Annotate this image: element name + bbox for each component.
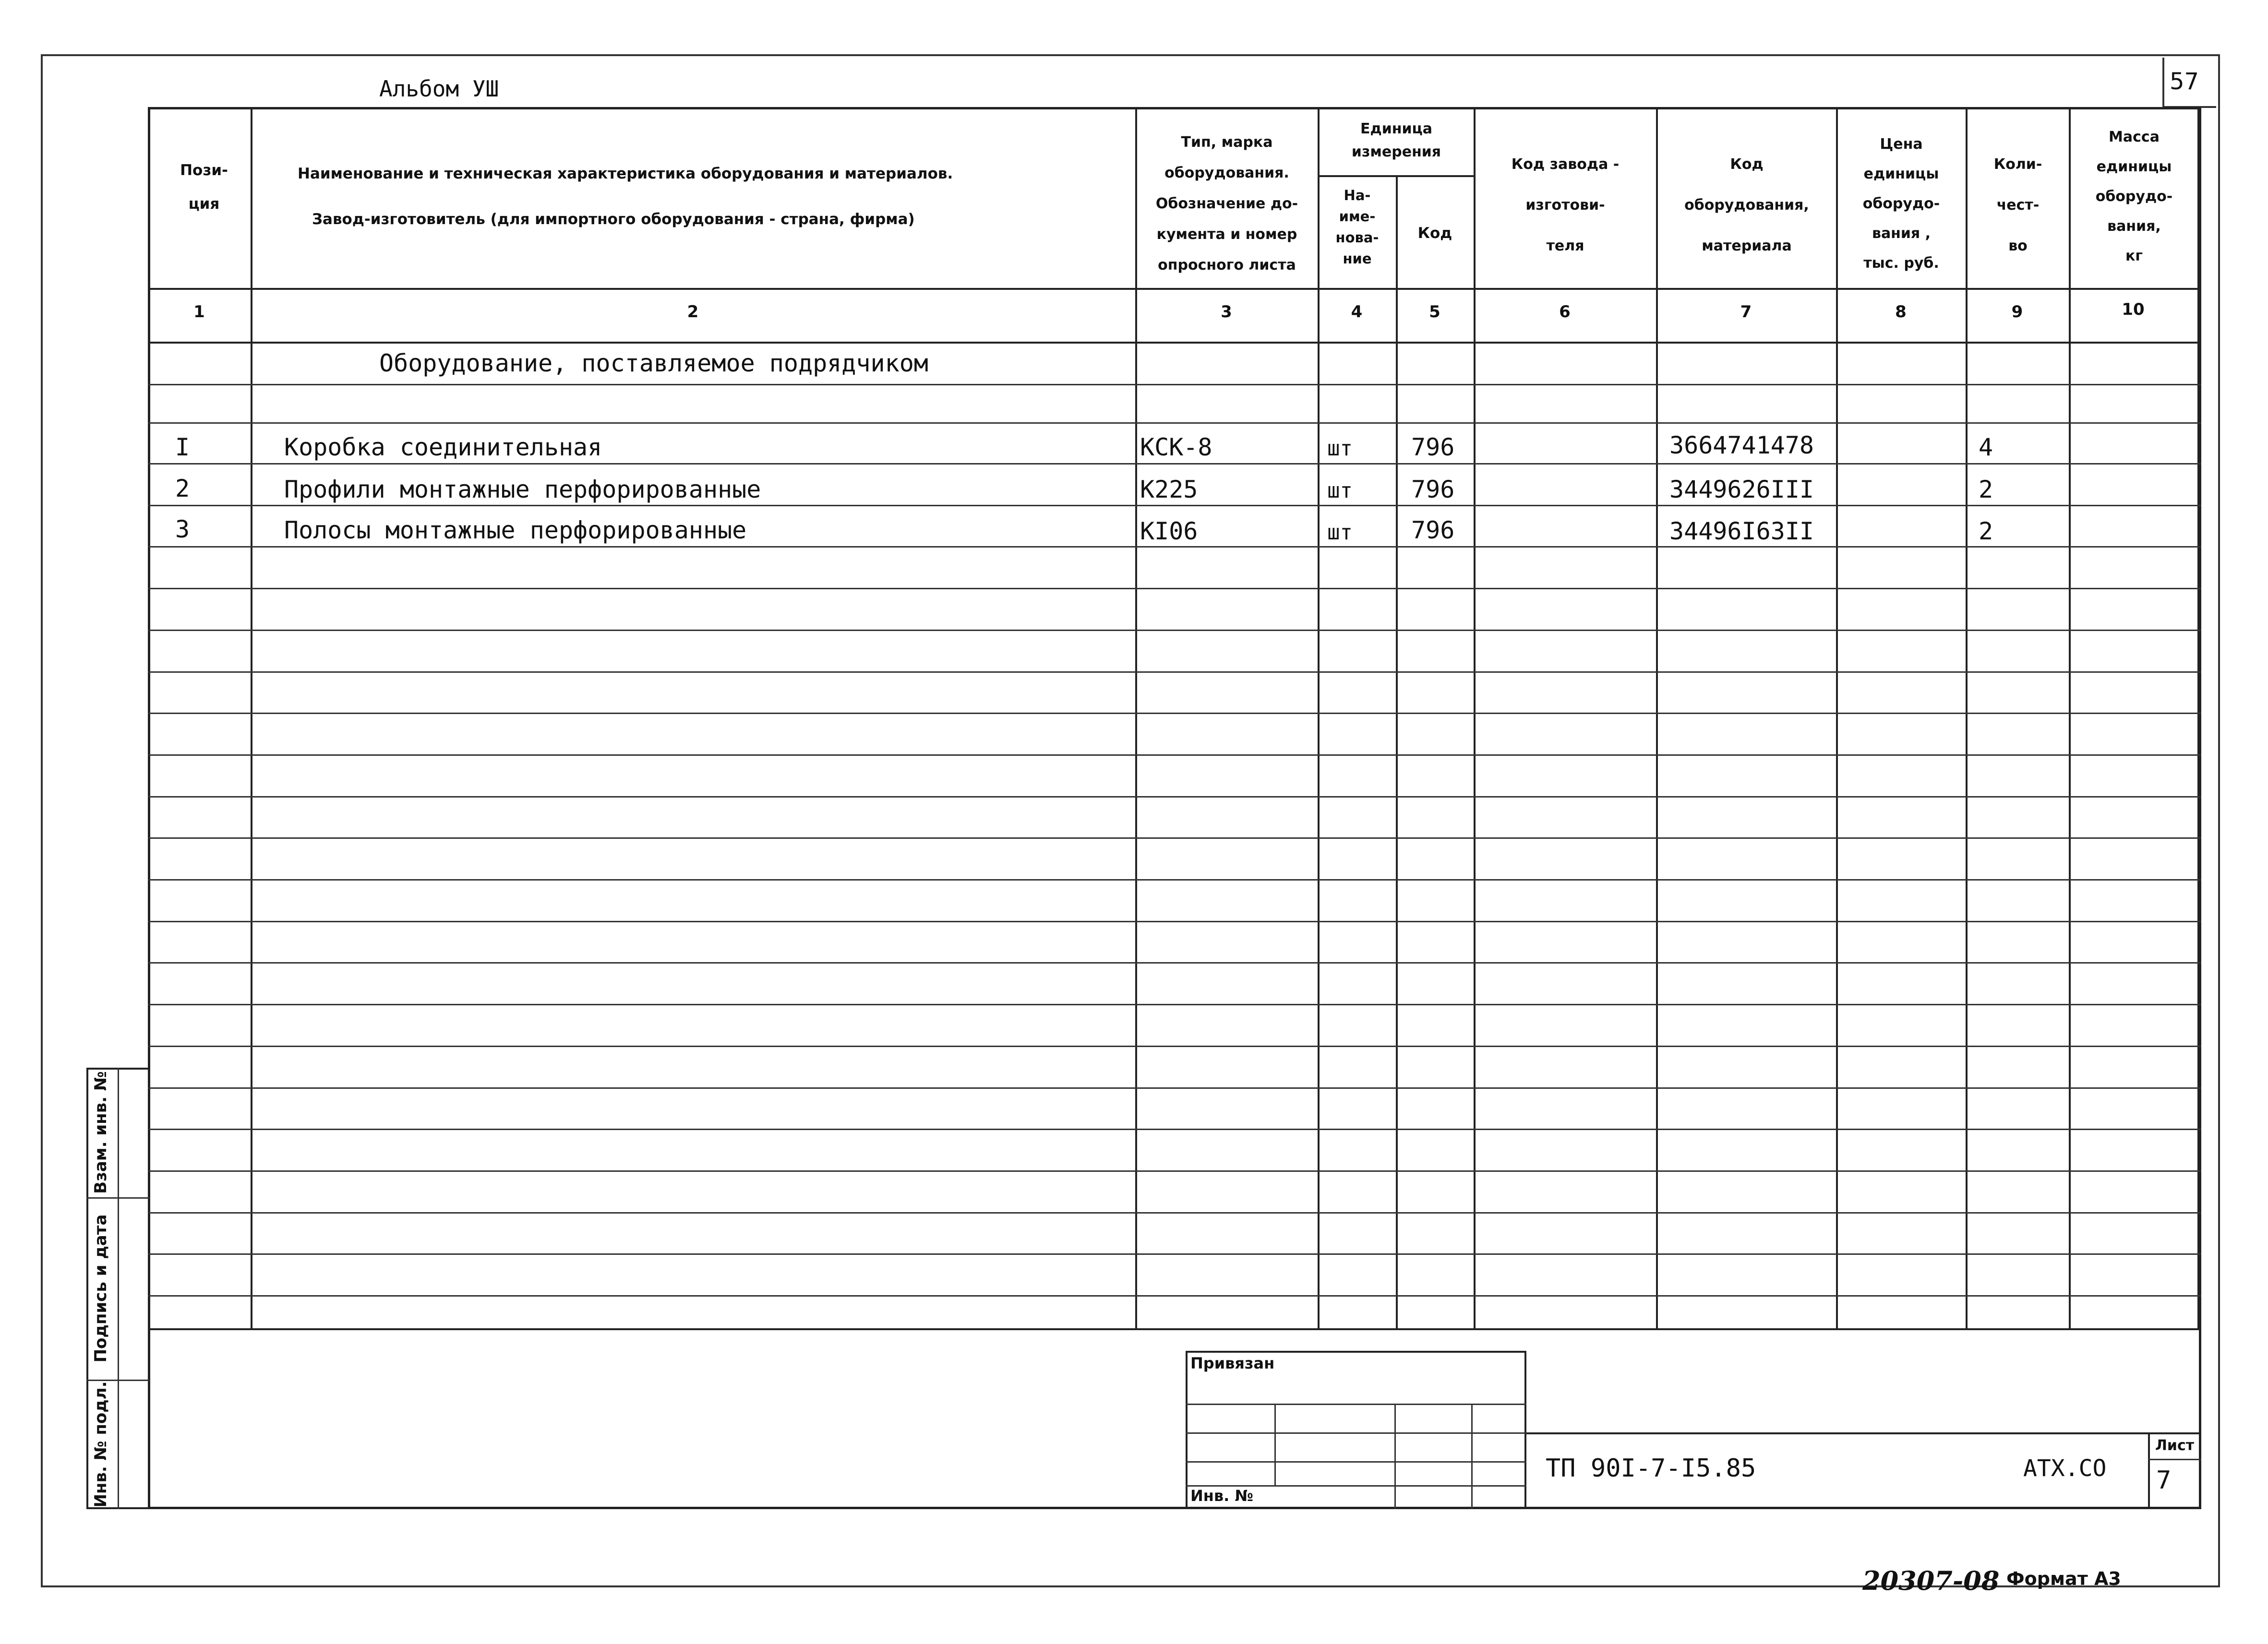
header-type-4: кумента и номер <box>1156 226 1297 243</box>
sheet-number: 7 <box>2156 1466 2172 1495</box>
header-unit-1: Единица <box>1360 120 1432 137</box>
colnum-5: 5 <box>1429 302 1440 322</box>
side-label-replace: Взам. инв. № <box>91 1071 110 1194</box>
row-divider <box>148 754 2201 756</box>
row-divider <box>148 1170 2201 1172</box>
header-maker-2: изготови- <box>1525 197 1605 214</box>
header-mass-1: Масса <box>2109 129 2160 145</box>
row2-name: Профили монтажные перфорированные <box>284 476 761 503</box>
row-divider <box>148 713 2201 714</box>
row-divider <box>148 962 2201 964</box>
header-unitcode: Код <box>1417 225 1452 242</box>
row2-type: К225 <box>1140 476 1198 503</box>
header-unitname-1: На- <box>1344 187 1371 203</box>
header-qty-3: во <box>2008 238 2028 254</box>
header-unitname-3: нова- <box>1335 229 1379 246</box>
header-unit-2: измерения <box>1351 143 1441 160</box>
colnum-6: 6 <box>1559 302 1571 322</box>
row-divider <box>148 588 2201 589</box>
row-divider <box>148 1295 2201 1297</box>
header-price-5: тыс. руб. <box>1863 255 1939 272</box>
row-divider <box>148 879 2201 881</box>
row1-pos: I <box>175 433 190 461</box>
header-pos-1: Пози- <box>180 162 228 179</box>
colnum-4: 4 <box>1351 302 1363 322</box>
row-divider <box>148 1129 2201 1130</box>
colnum-10: 10 <box>2122 300 2145 319</box>
row-divider <box>148 630 2201 631</box>
header-name-1: Наименование и техническая характеристика оборудования и материалов. <box>298 165 953 182</box>
row3-qty: 2 <box>1979 517 1993 545</box>
row1-unit: шт <box>1327 436 1353 461</box>
header-name-2: Завод-изготовитель (для импортного оборудования - страна, фирма) <box>312 211 915 228</box>
row3-type: КI06 <box>1140 517 1198 545</box>
header-price-3: оборудо- <box>1862 195 1940 212</box>
row-divider <box>148 384 2201 385</box>
header-mass-5: кг <box>2125 248 2143 264</box>
row-divider <box>148 1253 2201 1255</box>
colnum-8: 8 <box>1895 302 1907 322</box>
doc-mark: АТХ.СО <box>2023 1455 2107 1482</box>
row-divider <box>148 921 2201 922</box>
row3-name: Полосы монтажные перфорированные <box>284 516 747 544</box>
header-mass-2: единицы <box>2096 158 2172 175</box>
footer-format: Формат А3 <box>2006 1568 2121 1589</box>
row2-unitcode: 796 <box>1411 476 1455 503</box>
album-title: Альбом УШ <box>379 76 499 102</box>
page-number: 57 <box>2170 68 2199 95</box>
row-divider <box>148 1212 2201 1214</box>
colnum-1: 1 <box>193 302 205 322</box>
header-code-2: оборудования, <box>1684 197 1809 214</box>
row2-qty: 2 <box>1979 476 1993 503</box>
section-title: Оборудование, поставляемое подрядчиком <box>379 349 928 377</box>
row3-unitcode: 796 <box>1411 516 1455 544</box>
header-type-1: Тип, марка <box>1181 134 1273 151</box>
row1-name: Коробка соединительная <box>284 433 602 461</box>
header-type-2: оборудования. <box>1164 165 1289 181</box>
row2-pos: 2 <box>175 475 190 502</box>
row1-qty: 4 <box>1979 433 1993 461</box>
colnum-2: 2 <box>687 302 699 322</box>
row3-pos: 3 <box>175 515 190 543</box>
sheet-label: Лист <box>2155 1437 2195 1454</box>
footer-handwritten: 20307-08 <box>1862 1565 2000 1596</box>
inv-label: Инв. № <box>1190 1487 1253 1505</box>
row3-code: 34496I63II <box>1669 517 1814 545</box>
row-divider <box>148 671 2201 673</box>
row-divider <box>148 422 2201 424</box>
row-divider <box>148 1004 2201 1005</box>
row2-unit: шт <box>1327 478 1353 503</box>
row1-code: 3664741478 <box>1669 431 1814 459</box>
header-mass-4: вания, <box>2107 218 2161 235</box>
header-mass-3: оборудо- <box>2095 188 2173 205</box>
header-qty-2: чест- <box>1996 197 2040 214</box>
header-price-4: вания , <box>1872 225 1931 242</box>
colnum-3: 3 <box>1221 302 1232 322</box>
header-maker-1: Код завода - <box>1511 156 1620 173</box>
colnum-7: 7 <box>1740 302 1752 322</box>
row3-unit: шт <box>1327 520 1353 545</box>
header-maker-3: теля <box>1546 238 1584 254</box>
header-price-2: единицы <box>1863 166 1939 182</box>
colnum-9: 9 <box>2011 302 2023 322</box>
header-code-1: Код <box>1730 156 1764 173</box>
header-type-5: опросного листа <box>1158 257 1296 274</box>
header-price-1: Цена <box>1880 136 1923 153</box>
row-divider <box>148 1046 2201 1047</box>
header-qty-1: Коли- <box>1993 156 2042 173</box>
row2-code: 3449626III <box>1669 476 1814 503</box>
bound-label: Привязан <box>1190 1354 1275 1372</box>
row1-unitcode: 796 <box>1411 433 1455 461</box>
row1-type: КСК-8 <box>1140 433 1212 461</box>
doc-code: ТП 90I-7-I5.85 <box>1546 1454 1756 1483</box>
header-unitname-4: ние <box>1343 250 1372 267</box>
row-divider <box>148 1087 2201 1089</box>
row-divider <box>148 796 2201 798</box>
header-type-3: Обозначение до- <box>1155 195 1298 212</box>
header-pos-2: ция <box>188 195 220 213</box>
header-unitname-2: име- <box>1339 208 1376 225</box>
side-label-inv: Инв. № подл. <box>91 1381 110 1508</box>
side-label-signature: Подпись и дата <box>91 1214 110 1363</box>
row-divider <box>148 837 2201 839</box>
header-code-3: материала <box>1702 238 1792 254</box>
